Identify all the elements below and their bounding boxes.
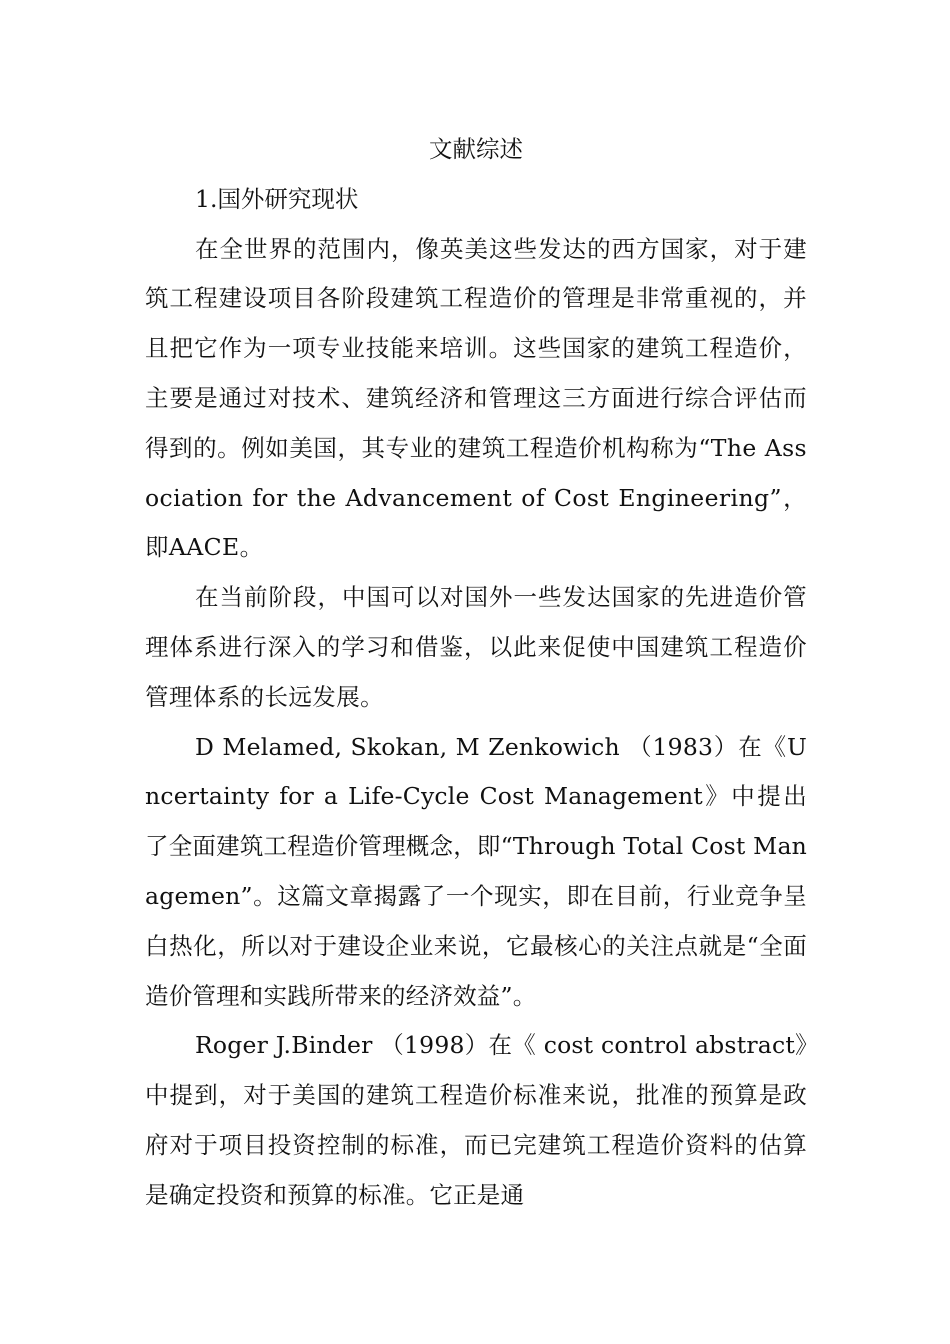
paragraph-1: 在全世界的范围内，像英美这些发达的西方国家，对于建筑工程建设项目各阶段建筑工程造价的管理是非常重视的，并且把它作为一项专业技能来培训。这些国家的建筑工程造价，主要是通过对技术、建筑经济和管理这三方面进行综合评估而得到的。例如美国，其专业的建筑工程造价机构称为“The Association for the Advancement of Cost Engineering”，即AACE。 xyxy=(145,234,807,562)
document-body xyxy=(145,125,807,1221)
document-title: 文献综述 xyxy=(429,135,523,163)
paragraph-4: Roger J.Binder （1998）在《 cost control abstract》中提到，对于美国的建筑工程造价标准来说，批准的预算是政府对于项目投资控制的标准，而已完建筑工程造价资料的估算是确定投资和预算的标准。它正是通 xyxy=(145,1031,807,1209)
paragraph-3: D Melamed, Skokan, M Zenkowich （1983）在《Uncertainty for a Life-Cycle Cost Management》中提出了全面建筑工程造价管理概念，即“Through Total Cost Managemen”。这篇文章揭露了一个现实，即在目前，行业竞争呈白热化，所以对于建设企业来说，它最核心的关注点就是“全面造价管理和实践所带来的经济效益”。 xyxy=(145,732,807,1010)
paragraph-2: 在当前阶段，中国可以对国外一些发达国家的先进造价管理体系进行深入的学习和借鉴，以此来促使中国建筑工程造价管理体系的长远发展。 xyxy=(145,583,807,711)
section-heading: 1.国外研究现状 xyxy=(195,184,359,213)
